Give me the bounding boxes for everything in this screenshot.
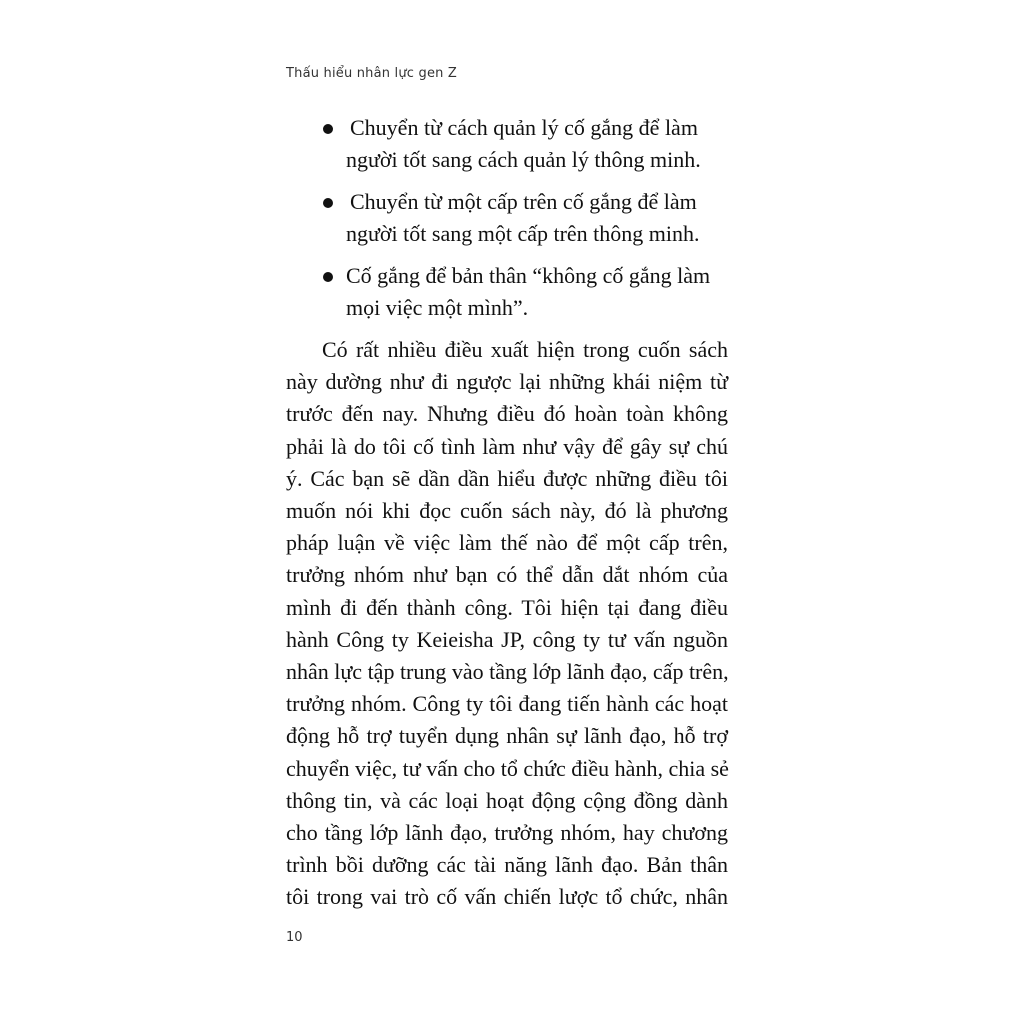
paragraph-line: muốn nói khi đọc cuốn sách này, đó là phương	[286, 498, 728, 524]
paragraph-line: cho tầng lớp lãnh đạo, trưởng nhóm, hay chương	[286, 820, 728, 846]
bullet-item	[286, 186, 728, 250]
body-paragraph	[286, 334, 728, 914]
paragraph-line: động hỗ trợ tuyển dụng nhân sự lãnh đạo, hỗ trợ	[286, 723, 728, 749]
paragraph-line: trước đến nay. Nhưng điều đó hoàn toàn không	[286, 401, 728, 427]
paragraph-line: thông tin, và các loại hoạt động cộng đồng dành	[286, 787, 728, 813]
paragraph-line: nhân lực tập trung vào tầng lớp lãnh đạo, cấp trên,	[286, 659, 729, 685]
paragraph-line: hành Công ty Keieisha JP, công ty tư vấn nguồn	[286, 626, 728, 652]
bullet-line: Cố gắng để bản thân “không cố gắng làm	[346, 263, 711, 288]
page-number: 10	[286, 930, 303, 945]
bullet-dot-icon	[323, 198, 333, 208]
paragraph-line: tôi trong vai trò cố vấn chiến lược tổ chức, nhân	[286, 884, 728, 910]
page-body	[286, 112, 728, 914]
bullet-list	[286, 112, 728, 324]
bullet-dot-icon	[323, 272, 333, 282]
paragraph-line: trình bồi dưỡng các tài năng lãnh đạo. Bản thân	[286, 852, 728, 878]
paragraph-line: trưởng nhóm như bạn có thể dẫn dắt nhóm của	[286, 562, 728, 588]
bullet-line: người tốt sang một cấp trên thông minh.	[346, 221, 700, 246]
paragraph-line: phải là do tôi cố tình làm như vậy để gây sự chú	[286, 433, 728, 459]
paragraph-line: chuyển việc, tư vấn cho tổ chức điều hành, chia sẻ	[286, 755, 729, 781]
bullet-item	[286, 260, 728, 324]
paragraph-line: này dường như đi ngược lại những khái niệm từ	[286, 369, 728, 395]
paragraph-line: ý. Các bạn sẽ dần dần hiểu được những điều tôi	[286, 465, 728, 491]
running-header: Thấu hiểu nhân lực gen Z	[286, 66, 458, 81]
bullet-line: mọi việc một mình”.	[346, 295, 529, 320]
paragraph-line: trưởng nhóm. Công ty tôi đang tiến hành các hoạt	[286, 691, 728, 717]
bullet-line: người tốt sang cách quản lý thông minh.	[346, 147, 701, 172]
paragraph-line: Có rất nhiều điều xuất hiện trong cuốn sách	[322, 337, 728, 362]
bullet-line: Chuyển từ một cấp trên cố gắng để làm	[350, 189, 697, 214]
paragraph-line: pháp luận về việc làm thế nào để một cấp trên,	[286, 530, 728, 556]
bullet-dot-icon	[323, 124, 333, 134]
paragraph-line: mình đi đến thành công. Tôi hiện tại đang điều	[286, 594, 728, 620]
bullet-line: Chuyển từ cách quản lý cố gắng để làm	[350, 115, 698, 140]
bullet-item	[286, 112, 728, 176]
